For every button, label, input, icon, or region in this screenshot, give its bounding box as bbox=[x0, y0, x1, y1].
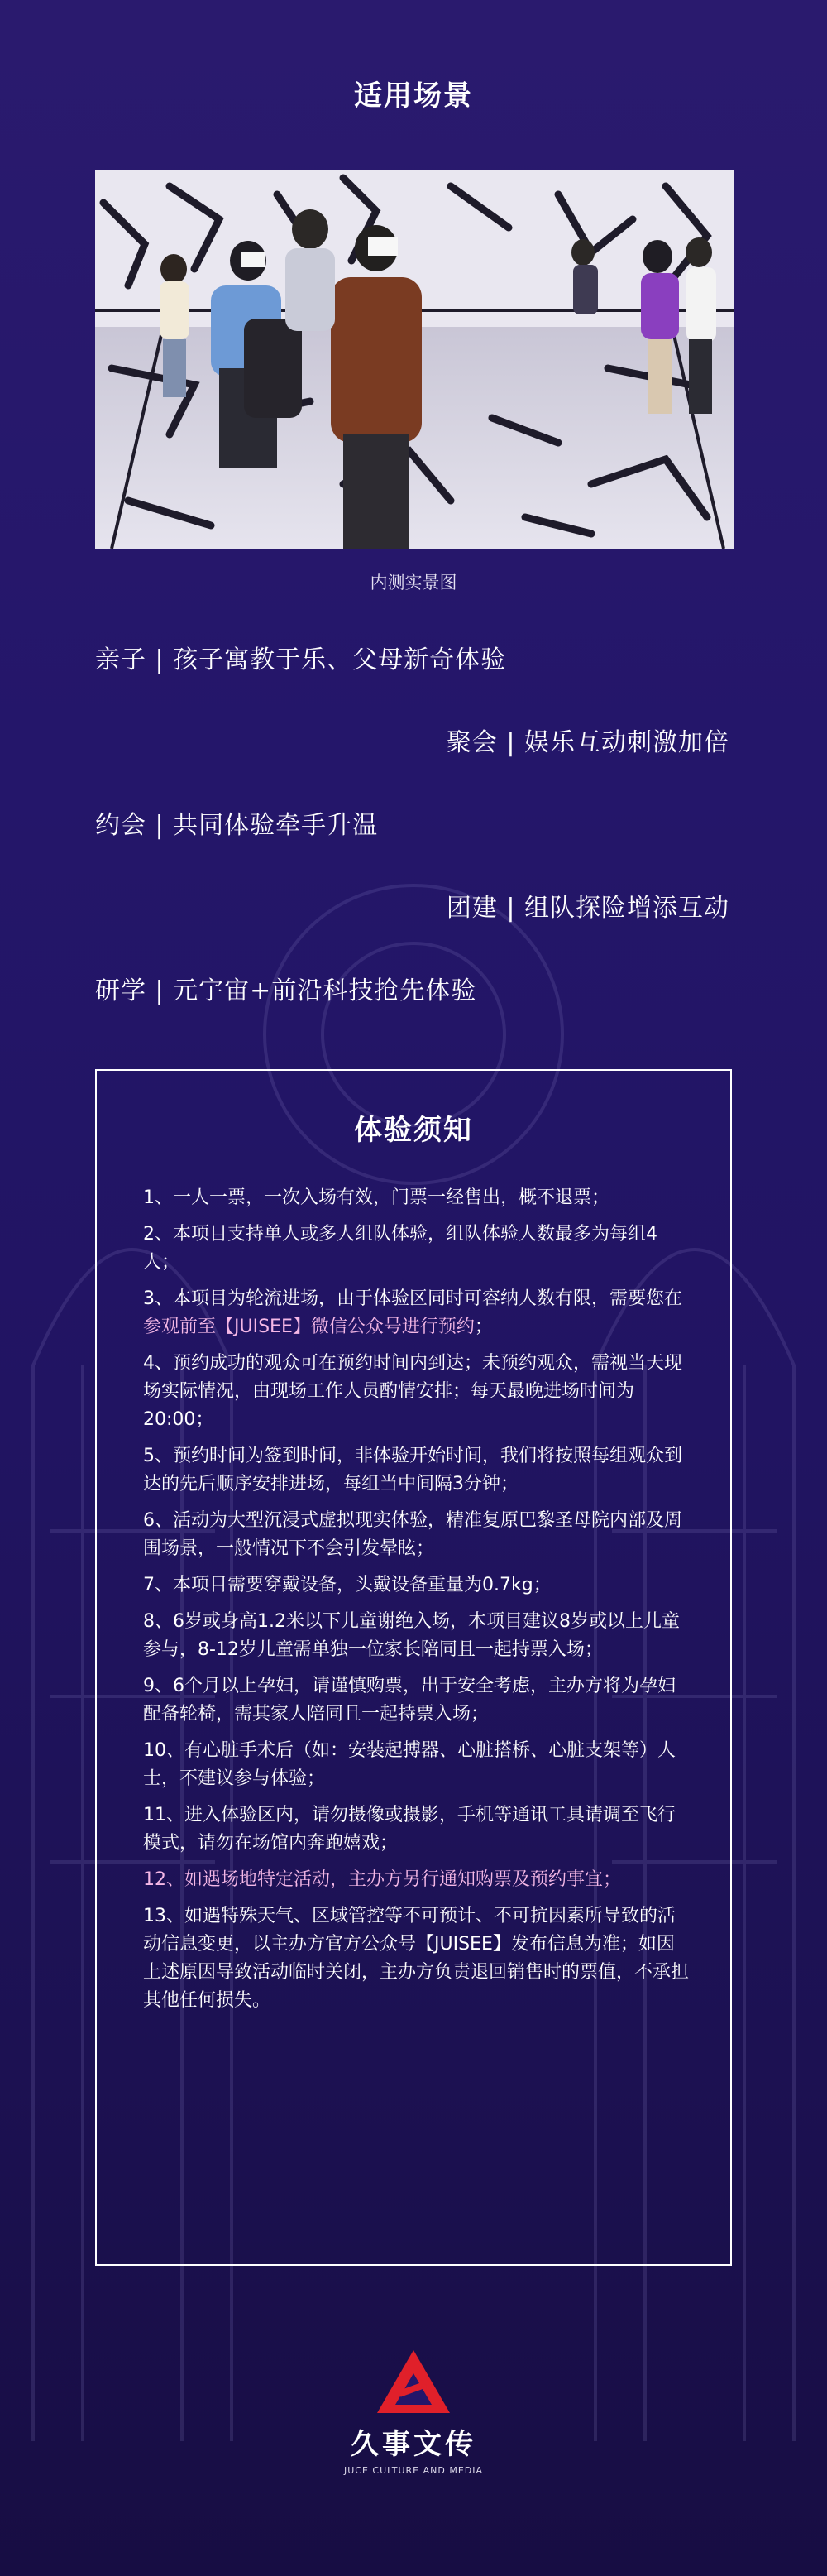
scene-date: 约会 | 共同体验牵手升温 bbox=[95, 811, 379, 840]
notice-rule-6 bbox=[143, 1507, 689, 1563]
rule-text: 6、活动为大型沉浸式虚拟现实体验，精准复原巴黎圣母院内部及周围场景，一般情况下不会引发晕眩； bbox=[143, 1510, 682, 1559]
brand-logo bbox=[0, 2348, 827, 2476]
notice-title: 体验须知 bbox=[354, 1114, 473, 1147]
logo-subtitle: JUCE CULTURE AND MEDIA bbox=[343, 2465, 484, 2476]
vr-photo-illustration bbox=[95, 170, 734, 549]
scene-family: 亲子 | 孩子寓教于乐、父母新奇体验 bbox=[95, 645, 507, 674]
rule-text: 4、预约成功的观众可在预约时间内到达；未预约观众，需视当天现场实际情况，由现场工作人员酌情安排；每天最晚进场时间为20:00； bbox=[143, 1353, 682, 1430]
notice-rule-4 bbox=[143, 1350, 689, 1434]
notice-rule-5 bbox=[143, 1442, 689, 1499]
scene-team-building: 团建 | 组队探险增添互动 bbox=[446, 894, 729, 923]
notice-rule-1 bbox=[143, 1184, 689, 1212]
notice-rule-11 bbox=[143, 1801, 689, 1858]
experience-notice-box bbox=[95, 1069, 732, 2266]
notice-rule-7 bbox=[143, 1571, 689, 1600]
notice-rule-2 bbox=[143, 1221, 689, 1277]
notice-rule-13 bbox=[143, 1902, 689, 2015]
notice-rule-10 bbox=[143, 1737, 689, 1793]
logo-name: 久事文传 bbox=[351, 2428, 476, 2461]
scene-party: 聚会 | 娱乐互动刺激加倍 bbox=[446, 728, 729, 757]
rule-text: 5、预约时间为签到时间，非体验开始时间，我们将按照每组观众到达的先后顺序安排进场，每组当中间隔3分钟； bbox=[143, 1446, 682, 1494]
rule-tail-text: ； bbox=[474, 1317, 493, 1337]
rule-text: 11、进入体验区内，请勿摄像或摄影，手机等通讯工具请调至飞行模式，请勿在场馆内奔跑嬉戏； bbox=[143, 1805, 676, 1854]
rule-text: 8、6岁或身高1.2米以下儿童谢绝入场，本项目建议8岁或以上儿童参与，8-12岁儿童需单独一位家长陪同且一起持票入场； bbox=[143, 1611, 680, 1660]
vr-experience-photo bbox=[95, 170, 734, 549]
rule-text: 7、本项目需要穿戴设备，头戴设备重量为0.7kg； bbox=[143, 1575, 552, 1595]
notice-rule-12 bbox=[143, 1866, 689, 1894]
scene-study-tour: 研学 | 元宇宙+前沿科技抢先体验 bbox=[95, 976, 477, 1005]
rule-text: 9、6个月以上孕妇，请谨慎购票，出于安全考虑，主办方将为孕妇配备轮椅，需其家人陪同且一起持票入场； bbox=[143, 1676, 676, 1725]
rule-text: 1、一人一票，一次入场有效，门票一经售出，概不退票； bbox=[143, 1187, 609, 1208]
notice-rules-list bbox=[143, 1184, 689, 2023]
notice-rule-9 bbox=[143, 1672, 689, 1729]
notice-rule-3 bbox=[143, 1285, 689, 1341]
juce-logo-icon bbox=[374, 2348, 453, 2416]
rule-text: 2、本项目支持单人或多人组队体验，组队体验人数最多为每组4人； bbox=[143, 1224, 657, 1273]
rule-text: 13、如遇特殊天气、区域管控等不可预计、不可抗因素所导致的活动信息变更，以主办方官方公众号【JUISEE】发布信息为准；如因上述原因导致活动临时关闭，主办方负责退回销售时的票值，不承担其他任何损失。 bbox=[143, 1906, 690, 2011]
photo-caption: 内测实景图 bbox=[370, 573, 457, 592]
rule-highlight-text: 参观前至【JUISEE】微信公众号进行预约 bbox=[143, 1317, 475, 1337]
rule-text: 12、如遇场地特定活动，主办方另行通知购票及预约事宜； bbox=[143, 1869, 621, 1890]
section-title: 适用场景 bbox=[354, 79, 473, 113]
rule-text: 10、有心脏手术后（如：安装起搏器、心脏搭桥、心脏支架等）人士，不建议参与体验； bbox=[143, 1740, 676, 1789]
rule-text: 3、本项目为轮流进场，由于体验区同时可容纳人数有限，需要您在 bbox=[143, 1288, 682, 1309]
notice-rule-8 bbox=[143, 1608, 689, 1664]
